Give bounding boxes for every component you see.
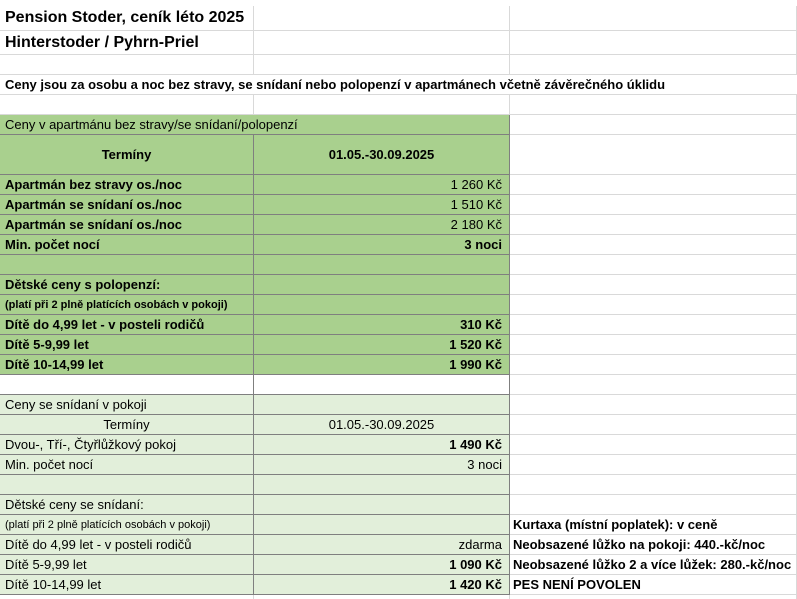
empty-cell[interactable] bbox=[254, 395, 510, 415]
row-label[interactable]: Min. počet nocí bbox=[0, 455, 254, 475]
empty-cell[interactable] bbox=[0, 55, 254, 75]
table-row bbox=[0, 175, 797, 195]
empty-cell[interactable] bbox=[254, 375, 510, 395]
empty-cell[interactable] bbox=[510, 375, 797, 395]
empty-cell[interactable] bbox=[510, 95, 797, 115]
row-value[interactable]: 1 420 Kč bbox=[254, 575, 510, 595]
empty-cell[interactable] bbox=[510, 235, 797, 255]
empty-cell[interactable] bbox=[510, 475, 797, 495]
page-title[interactable]: Pension Stoder, ceník léto 2025 bbox=[0, 6, 254, 31]
kids-hp-header-row bbox=[0, 275, 797, 295]
room-header-row bbox=[0, 395, 797, 415]
empty-cell[interactable] bbox=[0, 95, 254, 115]
row-value[interactable]: 1 490 Kč bbox=[254, 435, 510, 455]
table-row bbox=[0, 195, 797, 215]
empty-row bbox=[0, 95, 797, 115]
kids-br-header-row bbox=[0, 495, 797, 515]
table-row bbox=[0, 435, 797, 455]
row-value[interactable]: 1 520 Kč bbox=[254, 335, 510, 355]
empty-cell[interactable] bbox=[510, 215, 797, 235]
row-label[interactable]: Apartmán se snídaní os./noc bbox=[0, 195, 254, 215]
kids-hp-subnote[interactable]: (platí při 2 plně platících osobách v pokoji) bbox=[0, 295, 254, 315]
table-row bbox=[0, 315, 797, 335]
empty-cell[interactable] bbox=[254, 95, 510, 115]
table-row bbox=[0, 535, 797, 555]
page-subtitle[interactable]: Hinterstoder / Pyhrn-Priel bbox=[0, 31, 254, 55]
kids-hp-header[interactable]: Dětské ceny s polopenzí: bbox=[0, 275, 254, 295]
empty-cell[interactable] bbox=[510, 335, 797, 355]
kids-br-subnote-row bbox=[0, 515, 797, 535]
empty-cell[interactable] bbox=[510, 135, 797, 175]
row-label[interactable]: Dítě do 4,99 let - v posteli rodičů bbox=[0, 315, 254, 335]
empty-cell[interactable] bbox=[510, 435, 797, 455]
empty-cell[interactable] bbox=[254, 255, 510, 275]
kids-br-subnote[interactable]: (platí při 2 plně platících osobách v pokoji) bbox=[0, 515, 254, 535]
apt-header-row bbox=[0, 115, 797, 135]
row-label[interactable]: Dítě 5-9,99 let bbox=[0, 335, 254, 355]
room-column-header-row bbox=[0, 415, 797, 435]
empty-cell[interactable] bbox=[254, 6, 510, 31]
table-row bbox=[0, 455, 797, 475]
empty-cell[interactable] bbox=[510, 415, 797, 435]
kids-hp-subnote-row bbox=[0, 295, 797, 315]
empty-cell[interactable] bbox=[510, 595, 797, 599]
room-section-header[interactable]: Ceny se snídaní v pokoji bbox=[0, 395, 254, 415]
row-value[interactable]: 3 noci bbox=[254, 455, 510, 475]
empty-cell[interactable] bbox=[254, 31, 510, 55]
row-label[interactable]: Dítě 10-14,99 let bbox=[0, 355, 254, 375]
empty-cell[interactable] bbox=[254, 495, 510, 515]
empty-row bbox=[0, 255, 797, 275]
empty-row bbox=[0, 475, 797, 495]
empty-cell[interactable] bbox=[510, 395, 797, 415]
empty-cell[interactable] bbox=[510, 31, 797, 55]
side-note-room-bed[interactable]: Neobsazené lůžko na pokoji: 440.-kč/noc bbox=[510, 535, 797, 555]
empty-cell[interactable] bbox=[254, 295, 510, 315]
empty-cell[interactable] bbox=[510, 255, 797, 275]
row-value[interactable]: 1 510 Kč bbox=[254, 195, 510, 215]
table-row bbox=[0, 575, 797, 595]
empty-cell[interactable] bbox=[254, 515, 510, 535]
row-value[interactable]: 3 noci bbox=[254, 235, 510, 255]
row-value[interactable]: zdarma bbox=[254, 535, 510, 555]
side-note-no-dogs[interactable]: PES NENÍ POVOLEN bbox=[510, 575, 797, 595]
row-label[interactable]: Apartmán se snídaní os./noc bbox=[0, 215, 254, 235]
table-row bbox=[0, 555, 797, 575]
empty-row bbox=[0, 375, 797, 395]
empty-cell[interactable] bbox=[510, 295, 797, 315]
row-value[interactable]: 310 Kč bbox=[254, 315, 510, 335]
empty-row bbox=[0, 595, 797, 599]
empty-cell[interactable] bbox=[254, 275, 510, 295]
apt-section-header[interactable]: Ceny v apartmánu bez stravy/se snídaní/polopenzí bbox=[0, 115, 510, 135]
empty-cell[interactable] bbox=[510, 355, 797, 375]
empty-cell[interactable] bbox=[510, 6, 797, 31]
apt-col-period[interactable]: 01.05.-30.09.2025 bbox=[254, 135, 510, 175]
room-col-period[interactable]: 01.05.-30.09.2025 bbox=[254, 415, 510, 435]
row-value[interactable]: 2 180 Kč bbox=[254, 215, 510, 235]
price-note[interactable]: Ceny jsou za osobu a noc bez stravy, se snídaní nebo polopenzí v apartmánech včetně závěrečného úklidu bbox=[0, 75, 797, 95]
side-note-multi-bed[interactable]: Neobsazené lůžko 2 a více lůžek: 280.-kč/noc bbox=[510, 555, 797, 575]
apt-column-header-row bbox=[0, 135, 797, 175]
empty-cell[interactable] bbox=[254, 595, 510, 599]
row-label[interactable]: Dítě 10-14,99 let bbox=[0, 575, 254, 595]
row-value[interactable]: 1 990 Kč bbox=[254, 355, 510, 375]
empty-cell[interactable] bbox=[510, 315, 797, 335]
empty-cell[interactable] bbox=[510, 455, 797, 475]
row-label[interactable]: Dítě do 4,99 let - v posteli rodičů bbox=[0, 535, 254, 555]
title-row bbox=[0, 6, 797, 31]
empty-cell[interactable] bbox=[510, 115, 797, 135]
empty-cell[interactable] bbox=[0, 475, 254, 495]
empty-cell[interactable] bbox=[510, 195, 797, 215]
empty-cell[interactable] bbox=[510, 175, 797, 195]
row-value[interactable]: 1 090 Kč bbox=[254, 555, 510, 575]
empty-cell[interactable] bbox=[254, 475, 510, 495]
table-row bbox=[0, 235, 797, 255]
empty-row bbox=[0, 55, 797, 75]
row-label[interactable]: Min. počet nocí bbox=[0, 235, 254, 255]
empty-cell[interactable] bbox=[0, 595, 254, 599]
row-label[interactable]: Apartmán bez stravy os./noc bbox=[0, 175, 254, 195]
empty-cell[interactable] bbox=[0, 255, 254, 275]
subtitle-row bbox=[0, 31, 797, 55]
empty-cell[interactable] bbox=[0, 375, 254, 395]
side-note-kurtaxa[interactable]: Kurtaxa (místní poplatek): v ceně bbox=[510, 515, 797, 535]
kids-br-header[interactable]: Dětské ceny se snídaní: bbox=[0, 495, 254, 515]
empty-cell[interactable] bbox=[510, 55, 797, 75]
room-col-label[interactable]: Termíny bbox=[0, 415, 254, 435]
empty-cell[interactable] bbox=[254, 55, 510, 75]
table-row bbox=[0, 335, 797, 355]
row-label[interactable]: Dítě 5-9,99 let bbox=[0, 555, 254, 575]
row-label[interactable]: Dvou-, Tří-, Čtyřlůžkový pokoj bbox=[0, 435, 254, 455]
empty-cell[interactable] bbox=[510, 495, 797, 515]
apt-col-label[interactable]: Termíny bbox=[0, 135, 254, 175]
table-row bbox=[0, 355, 797, 375]
row-value[interactable]: 1 260 Kč bbox=[254, 175, 510, 195]
empty-cell[interactable] bbox=[510, 275, 797, 295]
table-row bbox=[0, 215, 797, 235]
note-row bbox=[0, 75, 797, 95]
